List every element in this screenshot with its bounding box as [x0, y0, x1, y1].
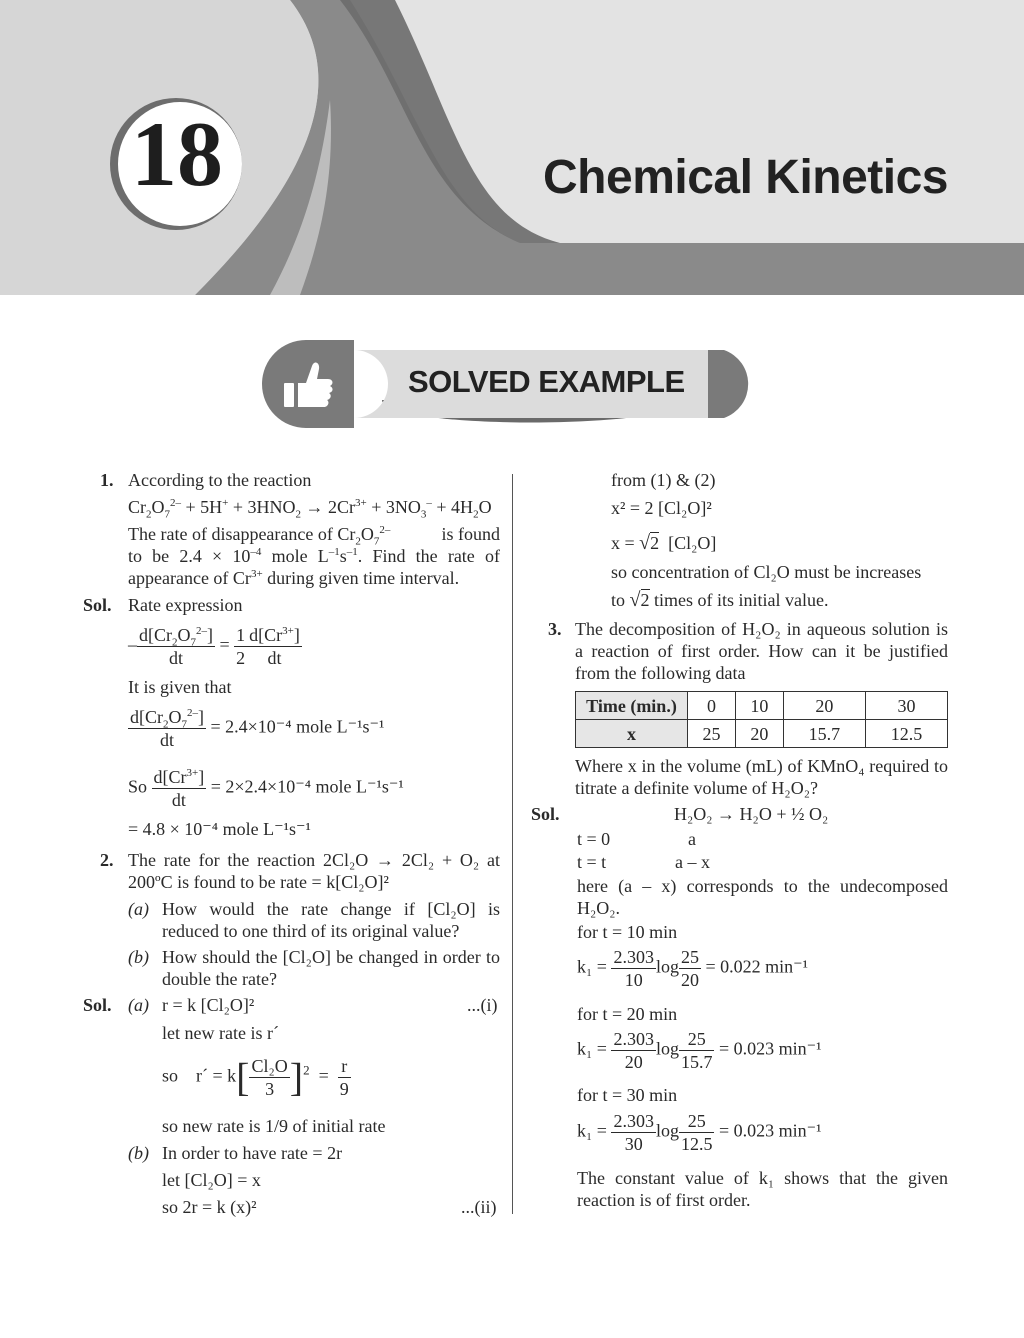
question-text: The rate for the reaction 2Cl₂O → 2Cl₂ + O₂ at 200ºC is found to be rate = k[Cl₂O]² — [128, 850, 500, 892]
rate-constant-formula: k₁ = $\frac{2.303}{30}$ log $\frac{25}{12.5}$ = 0.023 min⁻¹ — [577, 1111, 822, 1154]
table-cell: 30 — [865, 692, 947, 720]
given-formula: $\frac{d[Cr_2O_7^{2-}]}{dt}$ = 2.4×10⁻⁴ mole L⁻¹s⁻¹ — [130, 707, 385, 750]
table-cell: 20 — [783, 692, 865, 720]
question-text: The decomposition of H₂O₂ in aqueous solution is a reaction of first order. How can it be justified from the following data — [575, 619, 948, 683]
solution-label: Sol. — [83, 995, 112, 1015]
solution-text: to √2 times of its initial value. — [611, 589, 829, 611]
table-cell: 20 — [735, 720, 783, 748]
solution-text: from (1) & (2) — [611, 470, 716, 490]
solution-text: for t = 20 min — [577, 1004, 678, 1024]
solution-text: so new rate is 1/9 of initial rate — [162, 1116, 386, 1136]
equation-tag: ...(ii) — [461, 1197, 497, 1217]
data-table — [575, 691, 948, 748]
table-row — [576, 692, 948, 720]
reaction-equation: H₂O₂ → H₂O + ½ O₂ — [674, 804, 829, 824]
equation-tag: ...(i) — [467, 995, 498, 1015]
result-value: = 4.8 × 10⁻⁴ mole L⁻¹s⁻¹ — [128, 819, 311, 839]
question-text: to be $2.4 \times 10^{-4}$ mole $L^{-1}s^{-1}$. Find the rate of appearance of $Cr^{3+}$ during given time interval. — [128, 546, 500, 588]
solution-text: so 2r = k (x)² — [162, 1197, 257, 1217]
solution-text: In order to have rate = 2r — [162, 1143, 343, 1163]
chapter-title: Chemical Kinetics — [543, 151, 948, 204]
table-header-cell: Time (min.) — [576, 692, 688, 720]
table-header-cell: x — [576, 720, 688, 748]
solution-text: here (a – x) corresponds to the undecomposed H₂O₂. — [577, 876, 948, 918]
new-rate-formula: so r´ = k[ $\frac{\text{Cl₂O}}{3}$ ]$^2$ = $\frac{r}{9}$ — [162, 1054, 349, 1100]
rate-expression-formula: – $\frac{d[Cr_2O_7^{2-}]}{dt}$ = $\frac{1}{2}$ $\frac{d[Cr^{3+}]}{dt}$ — [128, 625, 300, 668]
question-text: According to the reaction — [128, 470, 312, 490]
table-cell: 0 — [688, 692, 736, 720]
reaction-equation: $Cr_2O_7^{2-} + 5H^+ + 3HNO_2 \to 2Cr^{3+} + 3NO_3^- + 4H_2O$ — [128, 497, 492, 521]
solution-text: a — [688, 829, 696, 849]
subquestion-text: How should the [Cl₂O] be changed in order to double the rate? — [162, 947, 500, 989]
question-number: 2. — [100, 850, 114, 870]
solution-label: Sol. — [531, 804, 560, 824]
solution-text: Rate expression — [128, 595, 243, 615]
solution-text: so concentration of Cl₂O must be increases — [611, 562, 922, 582]
rate-constant-formula: k₁ = $\frac{2.303}{10}$ log $\frac{25}{20}$ = 0.022 min⁻¹ — [577, 947, 809, 990]
conclusion-text: The constant value of k₁ shows that the given reaction is of first order. — [577, 1168, 948, 1210]
question-number: 3. — [548, 619, 562, 639]
table-cell: 15.7 — [783, 720, 865, 748]
solution-text: let new rate is r´ — [162, 1023, 279, 1043]
solution-label: Sol. — [83, 595, 112, 615]
question-number: 1. — [100, 470, 114, 490]
table-row — [576, 720, 948, 748]
subquestion-label: (a) — [128, 995, 149, 1015]
chapter-number: 18 — [131, 103, 223, 205]
solution-text: r = k [Cl₂O]² — [162, 995, 255, 1015]
solution-text: for t = 10 min — [577, 922, 678, 942]
subquestion-label: (b) — [128, 947, 149, 967]
subquestion-text: How would the rate change if [Cl₂O] is reduced to one third of its original value? — [162, 899, 500, 941]
solution-text: a – x — [675, 852, 710, 872]
subquestion-label: (a) — [128, 899, 149, 919]
rate-constant-formula: k₁ = $\frac{2.303}{20}$ log $\frac{25}{15.7}$ = 0.023 min⁻¹ — [577, 1029, 822, 1072]
table-cell: 25 — [688, 720, 736, 748]
solution-text: t = t — [577, 852, 607, 872]
solution-text: for t = 30 min — [577, 1085, 678, 1105]
table-cell: 12.5 — [865, 720, 947, 748]
subquestion-label: (b) — [128, 1143, 149, 1163]
solution-text: let [Cl₂O] = x — [162, 1170, 261, 1190]
solution-text: t = 0 — [577, 829, 611, 849]
table-cell: 10 — [735, 692, 783, 720]
result-formula: So $\frac{d[Cr^{3+}]}{dt}$ = 2×2.4×10⁻⁴ mole L⁻¹s⁻¹ — [128, 767, 404, 810]
solution-text: x² = 2 [Cl₂O]² — [611, 498, 712, 518]
solution-text: It is given that — [128, 677, 232, 697]
question-text: Where x in the volume (mL) of KMnO₄ required to titrate a definite volume of H₂O₂? — [575, 756, 948, 798]
solved-example-label: SOLVED EXAMPLE — [408, 364, 685, 399]
sqrt-formula: x = √2 [Cl₂O] — [611, 532, 717, 554]
question-text: The rate of disappearance of $Cr_2O_7^{2-}$ is found — [128, 524, 500, 548]
